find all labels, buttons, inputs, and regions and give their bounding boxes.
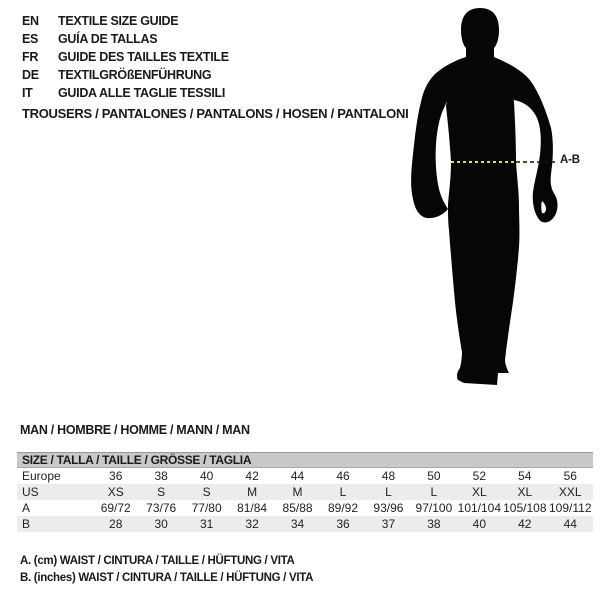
lang-label: GUÍA DE TALLAS [58, 32, 158, 46]
table-row-b-inches [17, 516, 593, 532]
lang-code: IT [22, 86, 33, 100]
table-cell: 46 [336, 469, 350, 483]
table-cell: XL [517, 485, 533, 499]
table-cell: 101/104 [457, 501, 502, 515]
table-row-a-cm [17, 500, 593, 516]
size-table [17, 452, 593, 532]
lang-code: EN [22, 14, 39, 28]
table-cell: XXL [558, 485, 582, 499]
table-row-europe [17, 468, 593, 484]
language-legend [22, 12, 229, 102]
table-cell: L [339, 485, 347, 499]
lang-label: GUIDA ALLE TAGLIE TESSILI [58, 86, 226, 100]
table-cell: 93/96 [373, 501, 404, 515]
section-title-man: MAN / HOMBRE / HOMME / MANN / MAN [20, 423, 250, 437]
table-cell: 48 [381, 469, 396, 483]
table-cell: 40 [472, 517, 487, 531]
size-table-header: SIZE / TALLA / TAILLE / GRÖSSE / TAGLIA [17, 452, 593, 468]
lang-code: DE [22, 68, 39, 82]
table-cell: S [202, 485, 211, 499]
table-cell: 44 [290, 469, 305, 483]
table-cell: 30 [154, 517, 168, 531]
table-cell: 73/76 [146, 501, 177, 515]
footnote-b: B. (inches) WAIST / CINTURA / TAILLE / HÜFTUNG / VITA [20, 572, 314, 584]
table-cell: 81/84 [237, 501, 268, 515]
lang-code: FR [22, 50, 39, 64]
table-cell: 44 [563, 517, 577, 531]
table-cell: 109/112 [549, 501, 592, 515]
lang-row-fr [22, 48, 229, 66]
row-label: B [22, 517, 31, 531]
table-cell: XS [107, 485, 124, 499]
table-cell: 38 [154, 469, 168, 483]
table-cell: XL [472, 485, 487, 499]
lang-label: TEXTILGRÖßENFÜHRUNG [58, 68, 212, 82]
table-cell: 69/72 [100, 501, 131, 515]
lang-row-de [22, 66, 229, 84]
table-cell: 42 [245, 469, 259, 483]
row-label: US [22, 485, 39, 499]
lang-label: TEXTILE SIZE GUIDE [58, 14, 179, 28]
table-cell: 77/80 [191, 501, 222, 515]
waist-measure-label: A-B [560, 154, 580, 166]
table-cell: 105/108 [503, 501, 547, 515]
table-cell: 54 [518, 469, 532, 483]
footnotes [20, 553, 313, 587]
table-cell: 31 [199, 517, 214, 531]
table-cell: L [385, 485, 392, 499]
table-cell: 52 [472, 469, 487, 483]
lang-row-it [22, 84, 229, 102]
table-cell: S [157, 485, 166, 499]
table-cell: 85/88 [282, 501, 313, 515]
table-cell: 36 [109, 469, 123, 483]
table-cell: M [292, 485, 303, 499]
table-cell: 97/100 [415, 501, 453, 515]
row-label: A [22, 501, 31, 515]
lang-code: ES [22, 32, 39, 46]
table-cell: 32 [245, 517, 259, 531]
lang-label: GUIDE DES TAILLES TEXTILE [58, 50, 229, 64]
table-cell: 28 [109, 517, 123, 531]
row-label: Europe [22, 469, 61, 483]
table-cell: 42 [518, 517, 532, 531]
lang-row-es [22, 30, 229, 48]
man-silhouette-figure [400, 2, 570, 392]
table-cell: 37 [381, 517, 396, 531]
table-cell: 89/92 [327, 501, 358, 515]
lang-row-en [22, 12, 229, 30]
table-cell: 38 [427, 517, 441, 531]
table-cell: L [430, 485, 438, 499]
table-cell: 40 [199, 469, 214, 483]
table-cell: 34 [290, 517, 305, 531]
table-cell: 56 [563, 469, 577, 483]
table-cell: 50 [427, 469, 441, 483]
footnote-a: A. (cm) WAIST / CINTURA / TAILLE / HÜFTUNG / VITA [20, 555, 295, 567]
table-cell: M [247, 485, 258, 499]
table-row-us [17, 484, 593, 500]
category-title: TROUSERS / PANTALONES / PANTALONS / HOSEN / PANTALONI [22, 106, 409, 121]
table-cell: 36 [336, 517, 350, 531]
